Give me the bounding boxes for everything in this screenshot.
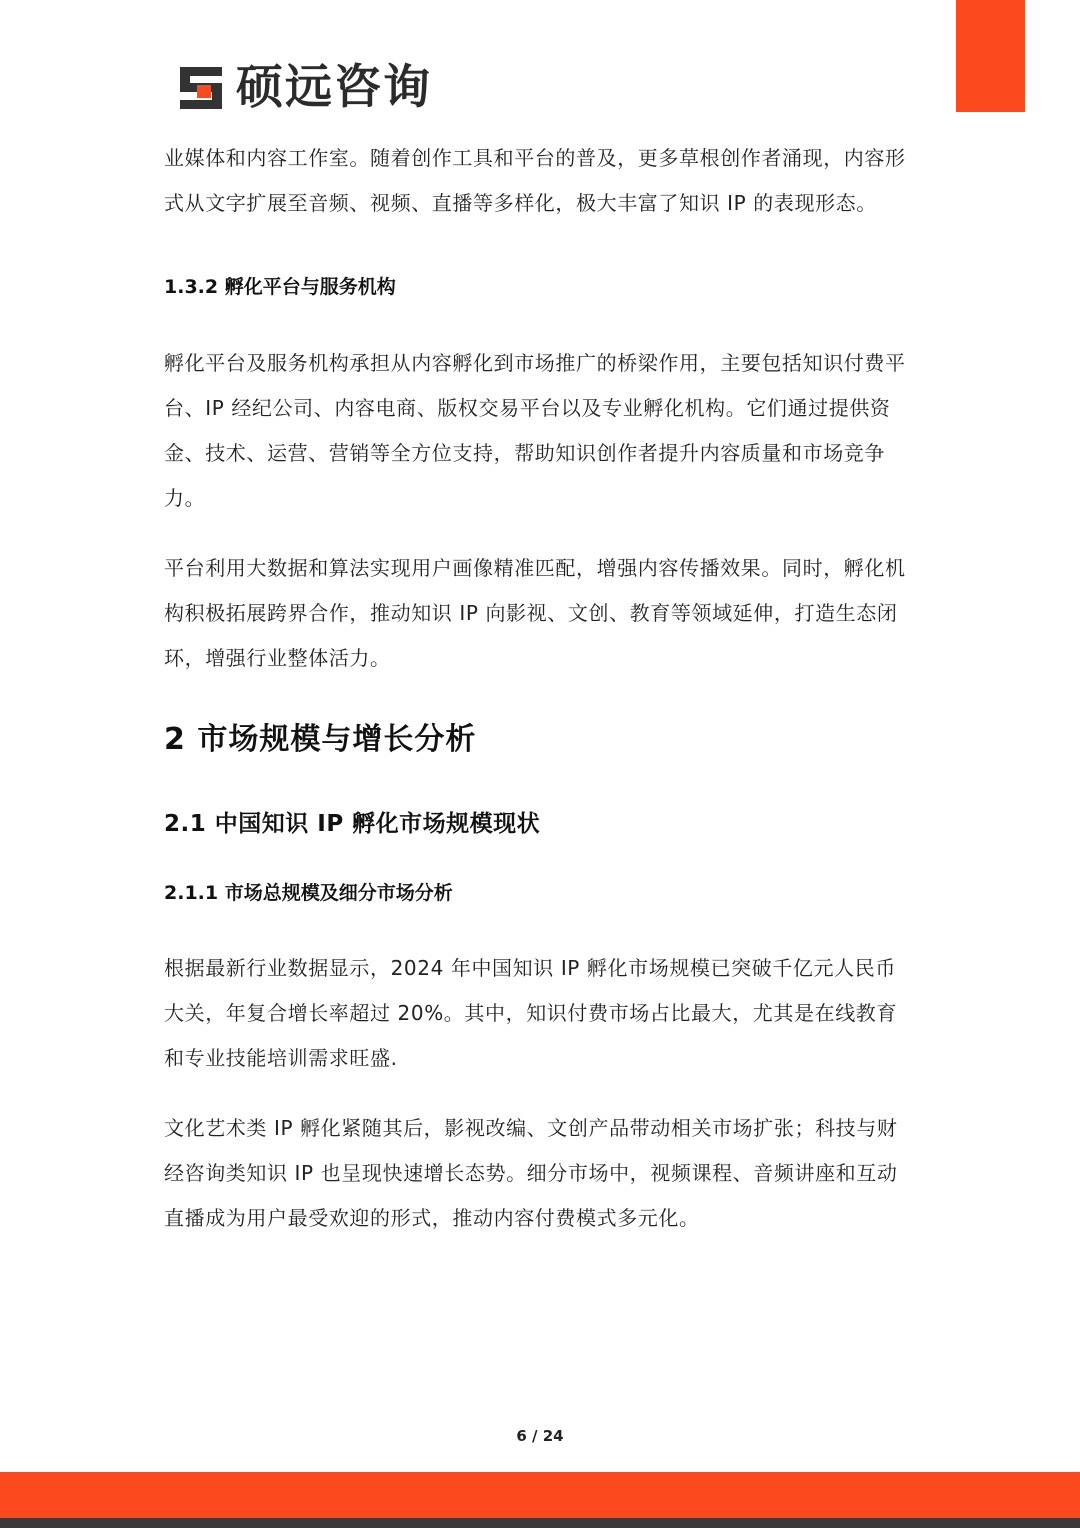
- section-heading-1-3-2: 1.3.2 孵化平台与服务机构: [164, 276, 396, 298]
- footer-dark-strip: [0, 1518, 1080, 1528]
- chapter-heading-2: 2 市场规模与增长分析: [164, 722, 477, 757]
- footer-accent-bar: [0, 1472, 1080, 1518]
- paragraph-market-segments: 文化艺术类 IP 孵化紧随其后，影视改编、文创产品带动相关市场扩张；科技与财经咨询类知识 IP 也呈现快速增长态势。细分市场中，视频课程、音频讲座和互动直播成为用户最受欢迎的形式，推动内容付费模式多元化。: [164, 1116, 898, 1230]
- section-heading-2-1-1: 2.1.1 市场总规模及细分市场分析: [164, 882, 453, 904]
- brand-logo: [176, 60, 432, 116]
- stylized-s-logo-icon: [176, 64, 226, 112]
- document-body: [164, 136, 916, 1241]
- paragraph-market-size: 根据最新行业数据显示，2024 年中国知识 IP 孵化市场规模已突破千亿元人民币大关，年复合增长率超过 20%。其中，知识付费市场占比最大，尤其是在线教育和专业技能培训需求旺盛.: [164, 956, 898, 1070]
- paragraph-platform-data: 平台利用大数据和算法实现用户画像精准匹配，增强内容传播效果。同时，孵化机构积极拓展跨界合作，推动知识 IP 向影视、文创、教育等领域延伸，打造生态闭环，增强行业整体活力。: [164, 556, 906, 670]
- corner-accent-tab: [956, 0, 1025, 112]
- brand-name: 硕远咨询: [236, 60, 432, 115]
- paragraph-intro-continued: 业媒体和内容工作室。随着创作工具和平台的普及，更多草根创作者涌现，内容形式从文字扩展至音频、视频、直播等多样化，极大丰富了知识 IP 的表现形态。: [164, 146, 906, 215]
- section-heading-2-1: 2.1 中国知识 IP 孵化市场规模现状: [164, 811, 541, 837]
- page-number: 6 / 24: [516, 1427, 564, 1445]
- paragraph-incubation-platforms: 孵化平台及服务机构承担从内容孵化到市场推广的桥梁作用，主要包括知识付费平台、IP 经纪公司、内容电商、版权交易平台以及专业孵化机构。它们通过提供资金、技术、运营、营销等全方位支持，帮助知识创作者提升内容质量和市场竞争力。: [164, 351, 906, 510]
